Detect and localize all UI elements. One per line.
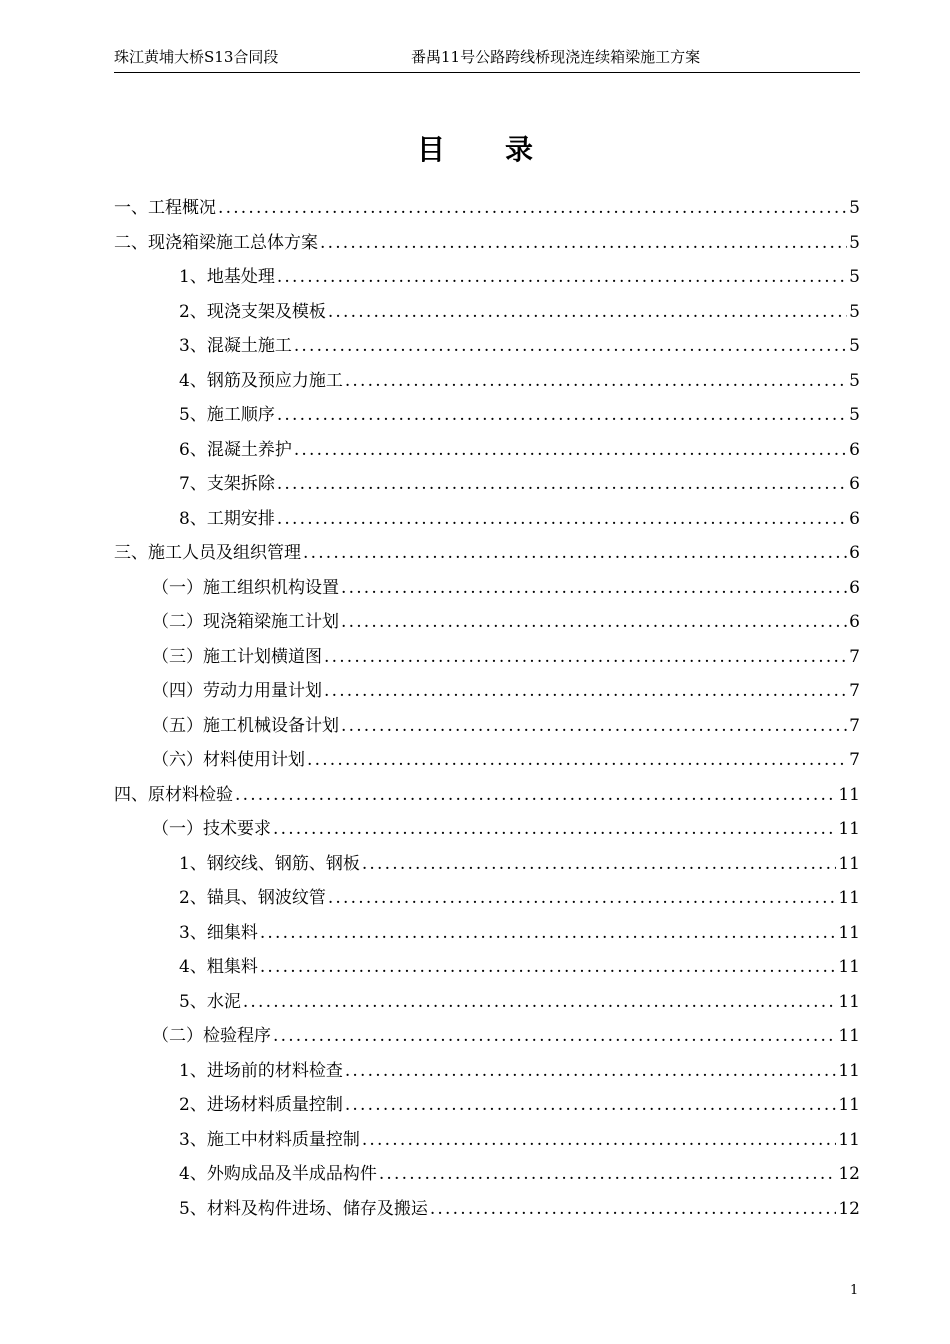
header-project-name: 珠江黄埔大桥S13合同段: [114, 48, 279, 66]
toc-entry-label: 四、原材料检验: [114, 784, 233, 805]
toc-entry[interactable]: [114, 711, 860, 746]
toc-entry-label: 2、现浇支架及模板: [179, 301, 326, 322]
toc-dot-leader: [277, 474, 847, 494]
toc-dot-leader: [341, 578, 847, 598]
toc-entry-label: （五）施工机械设备计划: [152, 715, 339, 736]
toc-entry-label: 6、混凝土养护: [179, 439, 292, 460]
toc-entry-page: 7: [849, 646, 860, 667]
header-document-title: 番禺11号公路跨线桥现浇连续箱梁施工方案: [411, 48, 701, 66]
toc-entry[interactable]: [114, 1159, 860, 1194]
toc-entry-page: 11: [838, 1129, 860, 1150]
toc-dot-leader: [379, 1164, 837, 1184]
toc-dot-leader: [345, 371, 847, 391]
toc-entry-page: 5: [849, 336, 860, 356]
toc-entry[interactable]: [114, 262, 860, 297]
toc-entry-label: 3、混凝土施工: [179, 336, 292, 356]
toc-dot-leader: [341, 612, 847, 632]
toc-entry-label: （六）材料使用计划: [152, 750, 305, 770]
toc-entry-page: 6: [849, 577, 860, 598]
toc-entry-page: 5: [849, 370, 860, 391]
toc-dot-leader: [218, 198, 847, 218]
toc-entry[interactable]: [114, 987, 860, 1022]
toc-entry[interactable]: [114, 745, 860, 780]
toc-entry-page: 5: [849, 301, 860, 322]
toc-entry-page: 5: [849, 232, 860, 253]
toc-entry[interactable]: [114, 1090, 860, 1125]
toc-dot-leader: [328, 888, 837, 908]
toc-entry-label: （一）技术要求: [152, 819, 271, 839]
toc-dot-leader: [345, 1061, 837, 1081]
toc-dot-leader: [320, 233, 847, 253]
toc-entry-page: 11: [838, 922, 860, 943]
toc-entry-page: 7: [849, 681, 860, 701]
toc-entry-page: 6: [849, 439, 860, 460]
toc-entry[interactable]: [114, 331, 860, 366]
toc-entry[interactable]: [114, 676, 860, 711]
toc-entry-page: 6: [849, 474, 860, 494]
toc-entry-label: （二）现浇箱梁施工计划: [152, 612, 339, 632]
toc-entry-page: 7: [849, 750, 860, 770]
toc-entry-label: 1、进场前的材料检查: [179, 1060, 343, 1081]
toc-entry-page: 11: [838, 1026, 860, 1046]
toc-entry-label: 3、施工中材料质量控制: [179, 1129, 360, 1150]
toc-entry[interactable]: [114, 469, 860, 504]
toc-entry-label: 2、进场材料质量控制: [179, 1095, 343, 1115]
toc-entry-page: 6: [849, 543, 860, 563]
toc-entry[interactable]: [114, 366, 860, 401]
toc-entry-page: 5: [849, 405, 860, 425]
toc-entry-label: 1、地基处理: [179, 267, 275, 287]
toc-entry-label: 一、工程概况: [114, 198, 216, 218]
toc-entry[interactable]: [114, 297, 860, 332]
toc-dot-leader: [260, 923, 837, 943]
toc-dot-leader: [307, 750, 847, 770]
toc-entry[interactable]: [114, 607, 860, 642]
toc-entry-label: 4、外购成品及半成品构件: [179, 1164, 377, 1184]
page-header: [114, 38, 860, 73]
toc-entry-label: 7、支架拆除: [179, 474, 275, 494]
toc-dot-leader: [341, 716, 847, 736]
toc-dot-leader: [324, 647, 847, 667]
toc-entry[interactable]: [114, 642, 860, 677]
toc-title: 目录: [416, 133, 593, 166]
toc-entry[interactable]: [114, 1194, 860, 1229]
toc-entry[interactable]: [114, 918, 860, 953]
toc-entry-page: 11: [838, 1060, 860, 1081]
toc-entry[interactable]: [114, 504, 860, 539]
toc-entry-page: 11: [838, 888, 860, 908]
toc-dot-leader: [273, 1026, 836, 1046]
toc-dot-leader: [243, 992, 837, 1012]
toc-dot-leader: [345, 1095, 837, 1115]
toc-entry-page: 7: [849, 715, 860, 736]
page-number: 1: [850, 1283, 859, 1298]
toc-entry-page: 12: [838, 1198, 860, 1219]
toc-entry-page: 5: [849, 267, 860, 287]
toc-entry[interactable]: [114, 573, 860, 608]
toc-entry-label: 3、细集料: [179, 922, 258, 943]
toc-dot-leader: [362, 1130, 837, 1150]
toc-dot-leader: [235, 785, 836, 805]
toc-entry-label: 5、材料及构件进场、储存及搬运: [179, 1198, 428, 1219]
toc-entry[interactable]: [114, 193, 860, 228]
toc-entry-page: 12: [838, 1164, 860, 1184]
toc-entry-page: 11: [838, 784, 860, 805]
toc-dot-leader: [294, 336, 847, 356]
toc-entry[interactable]: [114, 435, 860, 470]
toc-entry[interactable]: [114, 1056, 860, 1091]
toc-entry[interactable]: [114, 952, 860, 987]
toc-dot-leader: [303, 543, 847, 563]
toc-dot-leader: [273, 819, 836, 839]
toc-entry-label: 5、施工顺序: [179, 405, 275, 425]
toc-entry-label: 1、钢绞线、钢筋、钢板: [179, 853, 360, 874]
toc-entry-label: 二、现浇箱梁施工总体方案: [114, 232, 318, 253]
table-of-contents: [114, 193, 860, 1228]
toc-dot-leader: [430, 1199, 837, 1219]
toc-entry[interactable]: [114, 1021, 860, 1056]
toc-entry-page: 11: [838, 957, 860, 977]
toc-dot-leader: [277, 509, 847, 529]
toc-dot-leader: [277, 405, 847, 425]
toc-entry-label: 8、工期安排: [179, 508, 275, 529]
toc-entry[interactable]: [114, 400, 860, 435]
toc-dot-leader: [277, 267, 847, 287]
toc-dot-leader: [324, 681, 847, 701]
toc-entry-label: 5、水泥: [179, 991, 241, 1012]
toc-dot-leader: [294, 440, 847, 460]
toc-entry[interactable]: [114, 228, 860, 263]
toc-entry-page: 11: [838, 991, 860, 1012]
toc-entry-page: 11: [838, 1095, 860, 1115]
toc-dot-leader: [260, 957, 837, 977]
toc-entry-label: （四）劳动力用量计划: [152, 681, 322, 701]
toc-entry[interactable]: [114, 1125, 860, 1160]
toc-entry-label: 2、锚具、钢波纹管: [179, 888, 326, 908]
toc-entry[interactable]: [114, 883, 860, 918]
toc-entry-page: 11: [838, 853, 860, 874]
toc-entry-label: 4、粗集料: [179, 957, 258, 977]
toc-entry-label: （二）检验程序: [152, 1026, 271, 1046]
toc-dot-leader: [362, 854, 837, 874]
toc-entry[interactable]: [114, 849, 860, 884]
toc-entry-page: 6: [849, 612, 860, 632]
toc-entry-page: 5: [849, 198, 860, 218]
toc-dot-leader: [328, 302, 847, 322]
toc-entry-label: 三、施工人员及组织管理: [114, 543, 301, 563]
toc-entry-label: 4、钢筋及预应力施工: [179, 370, 343, 391]
toc-entry[interactable]: [114, 814, 860, 849]
toc-entry-label: （三）施工计划横道图: [152, 646, 322, 667]
toc-entry[interactable]: [114, 538, 860, 573]
toc-entry-page: 11: [838, 819, 860, 839]
toc-entry[interactable]: [114, 780, 860, 815]
toc-entry-page: 6: [849, 508, 860, 529]
toc-entry-label: （一）施工组织机构设置: [152, 577, 339, 598]
